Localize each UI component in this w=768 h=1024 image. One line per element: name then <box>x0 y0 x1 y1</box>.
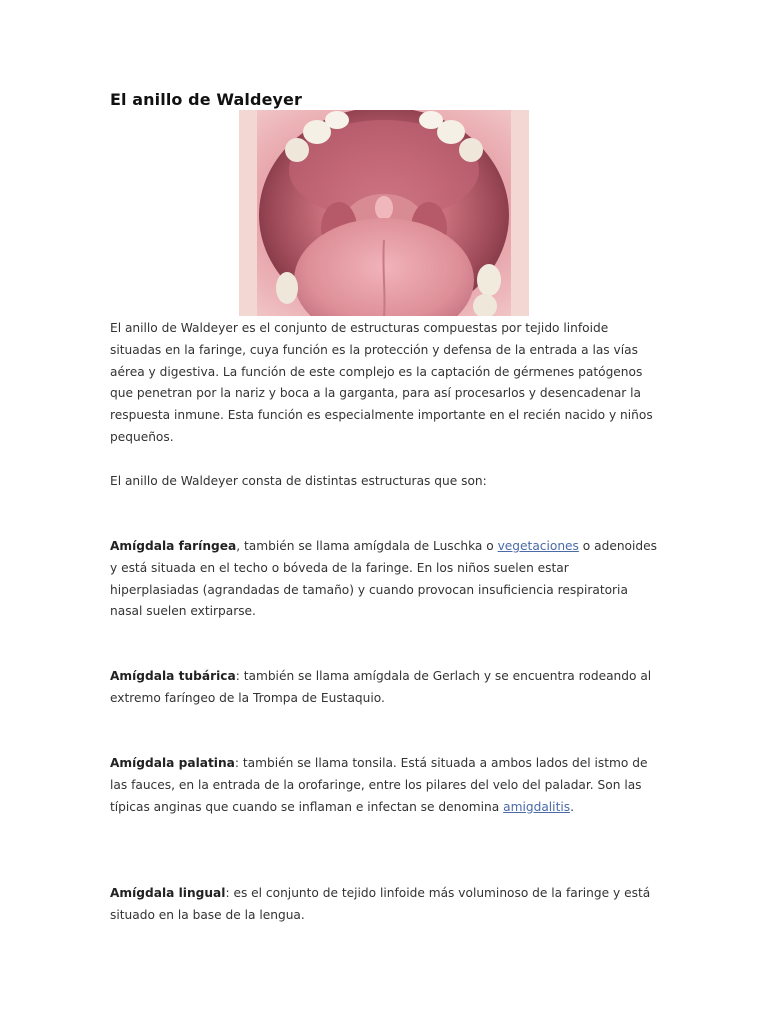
lingual-paragraph <box>110 883 660 927</box>
lingual-text: : es el conjunto de tejido linfoide más voluminoso de la faringe y está situado en la base de la lengua. <box>110 886 651 922</box>
tubarica-text: : también se llama amígdala de Gerlach y se encuentra rodeando al extremo faríngeo de la Trompa de Eustaquio. <box>110 669 652 705</box>
intro-paragraph: El anillo de Waldeyer es el conjunto de estructuras compuestas por tejido linfoide situadas en la faringe, cuya función es la protección y defensa de la entrada a las vías aérea y digestiva. La función de este complejo es la captación de gérmenes patógenos que penetran por la nariz y boca a la garganta, para así procesarlos y desencadenar la respuesta inmune. Esta función es especialmente importante en el recién nacido y niños pequeños. <box>110 321 653 444</box>
lingual-term: Amígdala lingual <box>110 886 226 900</box>
amigdalitis-link[interactable]: amigdalitis <box>503 799 571 814</box>
open-mouth-photo <box>239 110 529 316</box>
tubarica-paragraph <box>110 666 660 710</box>
open-mouth-illustration <box>239 110 529 316</box>
article <box>110 89 660 922</box>
faringea-text-a: , también se llama amígdala de Luschka o <box>236 539 498 553</box>
faringea-text-b: o adenoides y está situada en el techo o bóveda de la faringe. En los niños suelen estar hiperplasiadas (agrandadas de tamaño) y cuando provocan insuficiencia respiratoria nasal suelen extirparse. <box>110 539 657 619</box>
page-title: El anillo de Waldeyer <box>110 90 302 109</box>
tubarica-term: Amígdala tubárica <box>110 669 236 683</box>
faringea-paragraph <box>110 536 660 623</box>
palatina-term: Amígdala palatina <box>110 756 235 770</box>
vegetaciones-link[interactable]: vegetaciones <box>497 539 579 553</box>
palatina-text-a: : también se llama tonsila. Está situada a ambos lados del istmo de las fauces, en la entrada de la orofaringe, entre los pilares del velo del paladar. Son las típicas anginas que cuando se inflaman e infectan se denomina <box>110 756 648 814</box>
palatina-paragraph <box>110 753 660 818</box>
structures-intro: El anillo de Waldeyer consta de distintas estructuras que son: <box>110 474 487 488</box>
palatina-text-b: . <box>570 799 574 814</box>
faringea-term: Amígdala faríngea <box>110 539 237 553</box>
